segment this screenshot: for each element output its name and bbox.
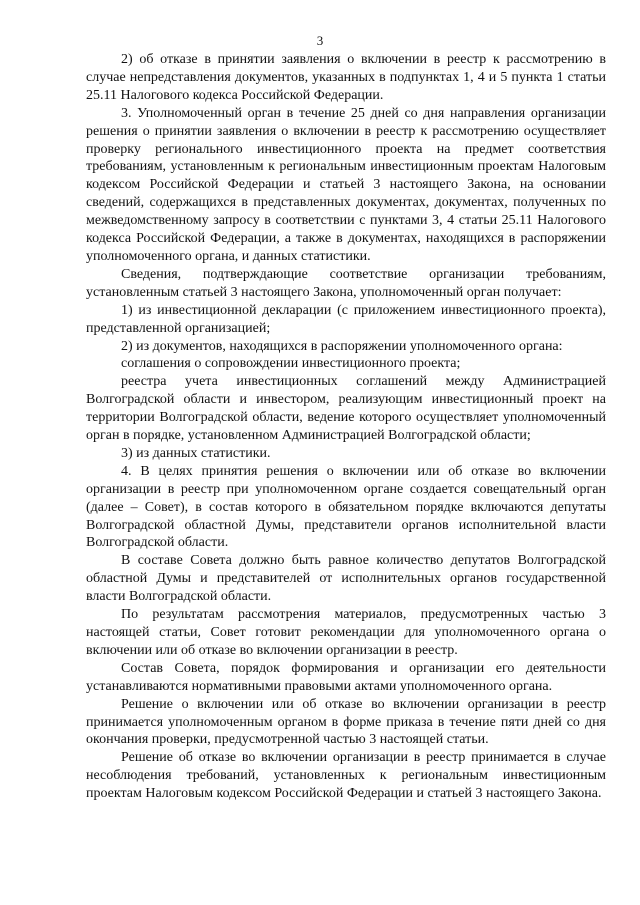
paragraph-council-recommendations: По результатам рассмотрения материалов, предусмотренных частью 3 настоящей статьи, Совет готовит рекомендации для уполномоченного органа о включении или об отказе во включении организации в реестр. bbox=[86, 607, 606, 658]
paragraph-information-sources: Сведения, подтверждающие соответствие организации требованиям, установленным статьей 3 настоящего Закона, уполномоченный орган получает: bbox=[86, 266, 606, 300]
paragraph-council-regulation: Состав Совета, порядок формирования и организации его деятельности устанавливаются нормативными правовыми актами уполномоченного органа. bbox=[86, 660, 606, 694]
page-number: 3 bbox=[316, 33, 324, 48]
paragraph-source-declaration: 1) из инвестиционной декларации (с приложением инвестиционного проекта), представленной организацией; bbox=[86, 302, 606, 336]
paragraph-support-agreement: соглашения о сопровождении инвестиционного проекта; bbox=[121, 356, 461, 372]
paragraph-section-4-council: 4. В целях принятия решения о включении или об отказе во включении организации в реестр при уполномоченном органе создается совещательный орган (далее – Совет), в состав которого в обязательном порядке включаются депутаты Волгоградской областной Думы, представители органов исполнительной власти Волгоградской области. bbox=[86, 463, 606, 551]
paragraph-agreements-register: реестра учета инвестиционных соглашений между Администрацией Волгоградской области и инвестором, реализующим инвестиционный проект на территории Волгоградской области, ведение которого осуществляет уполномоченный орган в порядке, установленном Администрацией Волгоградской области; bbox=[86, 374, 606, 444]
paragraph-refusal-clause-2: 2) об отказе в принятии заявления о включении в реестр к рассмотрению в случае непредставления документов, указанных в подпунктах 1, 4 и 5 пункта 1 статьи 25.11 Налогового кодекса Российской Федерации. bbox=[86, 52, 606, 103]
paragraph-council-composition: В составе Совета должно быть равное количество депутатов Волгоградской областной Думы и представителей от исполнительных органов государственной власти Волгоградской области. bbox=[86, 553, 606, 605]
document-body bbox=[86, 51, 606, 803]
paragraph-source-statistics: 3) из данных статистики. bbox=[121, 445, 271, 461]
paragraph-refusal-decision: Решение об отказе во включении организации в реестр принимается в случае несоблюдения требований, установленных к региональным инвестиционным проектам Налоговым кодексом Российской Федерации и статьей 3 настоящего Закона. bbox=[86, 750, 606, 802]
paragraph-decision-order: Решение о включении или об отказе во включении организации в реестр принимается уполномоченным органом в форме приказа в течение пяти дней со дня окончания проверки, предусмотренной частью 3 настоящей статьи. bbox=[86, 696, 606, 748]
paragraph-source-documents: 2) из документов, находящихся в распоряжении уполномоченного органа: bbox=[121, 338, 563, 354]
paragraph-section-3: 3. Уполномоченный орган в течение 25 дней со дня направления организации решения о принятии заявления о включении в реестр к рассмотрению осуществляет проверку регионального инвестиционного проекта на предмет соответствия требованиям, установленным к региональным инвестиционным проектам Налоговым кодексом Российской Федерации и статьей 3 настоящего Закона, на основании сведений, содержащихся в представленных документах, документах, полученных по межведомственному запросу в соответствии с пунктами 3, 4 статьи 25.11 Налогового кодекса Российской Федерации, а также в документах, находящихся в распоряжении уполномоченного органа, и данных статистики. bbox=[86, 105, 606, 264]
